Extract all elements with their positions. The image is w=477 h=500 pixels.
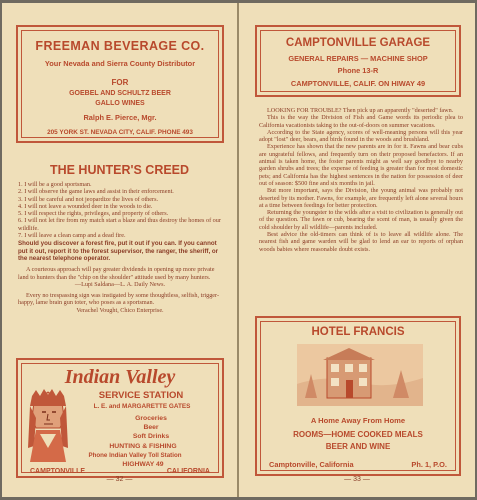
freeman-for: FOR: [111, 78, 129, 87]
freeman-name: FREEMAN BEVERAGE CO.: [35, 39, 205, 53]
left-page: [2, 3, 237, 497]
freeman-manager: Ralph E. Pierce, Mgr.: [83, 113, 157, 122]
freeman-beverage-ad: [16, 25, 224, 143]
creed-item: 7. I will leave a clean camp and a dead fire.: [18, 232, 126, 240]
garage-location: CAMPTONVILLE, CALIF. ON HIWAY 49: [290, 79, 426, 88]
indian-valley-state: CALIFORNIA: [166, 468, 210, 475]
right-page: [239, 3, 475, 497]
credit-saldana: —Lupi Saldana—L. A. Daily News.: [74, 280, 166, 288]
owners: L. E. and MARGARETTE GATES: [93, 403, 191, 410]
freeman-address: 205 YORK ST. NEVADA CITY, CALIF. PHONE 493: [47, 129, 193, 136]
fire-note: Should you discover a forest fire, put it out if you can. If you cannot put it out, report it to the forest supervisor, the ranger, the sheriff, or the nearest telephone operator.: [18, 240, 219, 262]
indian-valley-ad: [16, 358, 224, 478]
garage-name: CAMPTONVILLE GARAGE: [285, 37, 431, 49]
hotel-name: HOTEL FRANCIS: [311, 326, 405, 338]
hotel-building-illustration: [297, 344, 423, 406]
indian-chief-illustration: [26, 388, 70, 464]
quote-saldana: A courteous approach will pay greater dividends in opening up more private land to hunters than the "chip on the shoulder" attitude used by many hunters.: [18, 266, 215, 281]
article-paragraph: LOOKING FOR TROUBLE? Then pick up an apparently "deserted" fawn.: [267, 107, 454, 114]
toll-station: Phone Indian Valley Toll Station: [88, 452, 182, 459]
creed-item: 4. I will not leave a wounded deer in the woods to die.: [18, 202, 153, 210]
garage-phone: Phone 13-R: [337, 66, 379, 75]
right-page-number: — 33 —: [344, 476, 370, 483]
creed-item: 5. I will respect the rights, privileges, and property of others.: [18, 210, 169, 218]
article-paragraph: But more important, says the Division, the young animal was probably not deserted by its mother. Fawns, for example, are frequently left alone several hours at a time between feedings for better protection.: [259, 187, 463, 209]
hunters-creed-title: THE HUNTER'S CREED: [49, 163, 190, 177]
left-page-number: — 32 —: [106, 476, 133, 483]
creed-item: 2. I will observe the game laws and assist in their enforcement.: [18, 188, 174, 196]
hotel-tagline: A Home Away From Home: [310, 416, 406, 425]
freeman-brands-wine: GALLO WINES: [95, 100, 145, 107]
freeman-brands-beer: GOEBEL AND SCHULTZ BEER: [69, 90, 171, 97]
hotel-beer-wine: BEER AND WINE: [325, 442, 391, 451]
freeman-tagline: Your Nevada and Sierra County Distributor: [44, 59, 196, 68]
credit-vought: Verachel Vought, Chico Enterprise.: [76, 306, 164, 314]
hunters-creed-list: [18, 181, 222, 314]
quote-vought: Every no trespassing sign was instigated by some thoughtless, selfish, trigger-happy, lame brain gun toter, who poses as a sportsman.: [18, 292, 220, 307]
hunting-fishing: HUNTING & FISHING: [109, 443, 177, 450]
groceries: Groceries: [135, 415, 167, 422]
creed-item: 6. I will not let fire from my match start a blaze and thus destroy the homes of our wildlife.: [18, 217, 221, 232]
hotel-town: Camptonville, California: [269, 460, 354, 469]
indian-valley-script: Indian Valley: [64, 366, 176, 388]
highway: HIGHWAY 49: [122, 461, 164, 468]
article-paragraph: According to the State agency, scores of well-meaning persons will this year adopt "lost" deer, bears, and birds found in the woods and brushland.: [259, 128, 463, 144]
article-paragraph: Experience has shown that the new parents are in for it. Fawns and bear cubs are ungrateful fellows, and frequently turn on their proposed benefactors. If an animal is taken home, the foster parents might as well say goodbye to nearby garden shrubs and trees; the expense of feeding is greater than for most domestic pets; and California has the highest sentences in the nation for possession of deer out of season: $500 fine and six months in jail.: [259, 143, 463, 187]
service-station: SERVICE STATION: [98, 390, 184, 401]
camptonville-garage-ad: [255, 25, 461, 97]
article-paragraph: This is the way the Division of Fish and Game words its periodic plea to California vacationists taking to the out-of-doors on summer vacations.: [259, 114, 463, 129]
creed-item: 1. I will be a good sportsman.: [18, 181, 92, 188]
indian-valley-town: CAMPTONVILLE: [30, 468, 86, 475]
soft-drinks: Soft Drinks: [132, 433, 170, 440]
article-paragraph: Returning the youngster to the wilds after a visit to civilization is generally out of the question. The fawn or cub, bearing the scent of man, is usually given the cold shoulder by all wildlife—parents included.: [259, 209, 463, 231]
fawn-article: [259, 107, 463, 253]
beer: Beer: [143, 424, 159, 431]
garage-services: GENERAL REPAIRS — MACHINE SHOP: [288, 54, 428, 63]
article-paragraph: Best advice the old-timers can think of is to leave all wildlife alone. The nearest fish and game warden will be glad to lend an ear to reports of orphan woods babies where reasonable doubt exists.: [259, 231, 463, 253]
hotel-phone: Ph. 1, P.O.: [411, 460, 447, 469]
creed-item: 3. I will be careful and not jeopardize the lives of others.: [18, 195, 159, 203]
hotel-francis-ad: [255, 316, 461, 476]
hotel-rooms: ROOMS—HOME COOKED MEALS: [293, 430, 423, 439]
